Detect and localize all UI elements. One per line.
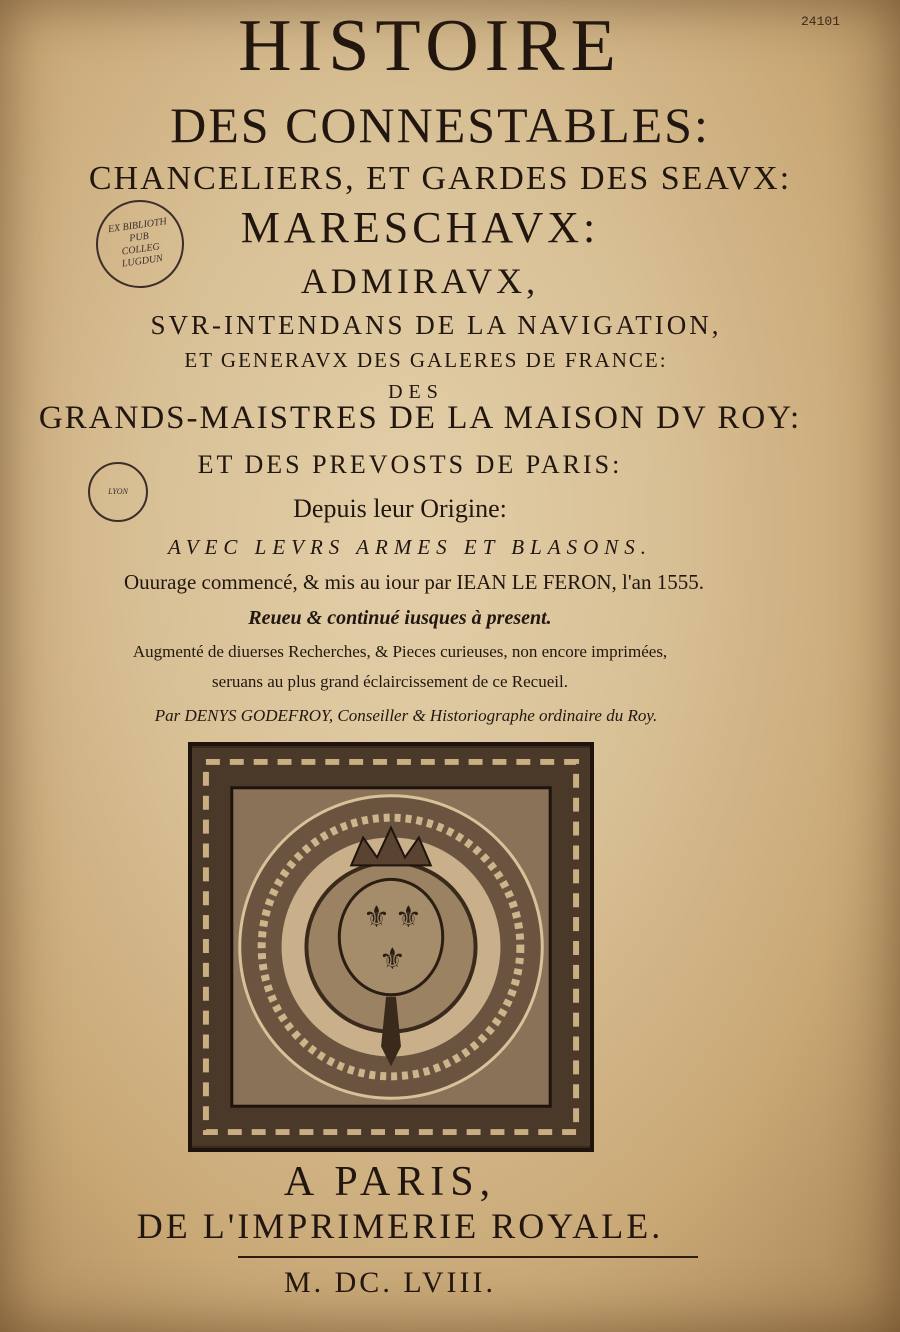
title-histoire: HISTOIRE <box>238 5 622 87</box>
title-seruans: seruans au plus grand éclaircissement de ce Recueil. <box>212 672 568 691</box>
title-des: DES <box>388 381 444 403</box>
title-admiraux: ADMIRAVX, <box>300 261 540 301</box>
svg-text:⚜: ⚜ <box>363 900 390 936</box>
title-mareschaux: MARESCHAVX: <box>240 203 600 252</box>
svg-text:⚜: ⚜ <box>394 900 422 936</box>
title-ouurage: Ouurage commencé, & mis au iour par IEAN LE FERON, l'an 1555. <box>124 570 704 594</box>
title-armes: AVEC LEVRS ARMES ET BLASONS. <box>167 535 653 559</box>
title-grands-maistres: GRANDS-MAISTRES DE LA MAISON DV ROY: <box>38 400 802 436</box>
title-prevosts: ET DES PREVOSTS DE PARIS: <box>197 450 623 479</box>
imprint-year: M. DC. LVIII. <box>283 1266 497 1299</box>
title-author: Par DENYS GODEFROY, Conseiller & Historiographe ordinaire du Roy. <box>154 706 658 725</box>
title-depuis: Depuis leur Origine: <box>293 494 507 523</box>
imprint-rule <box>238 1256 698 1258</box>
imprint-city: A PARIS, <box>283 1159 497 1205</box>
title-chanceliers: CHANCELIERS, ET GARDES DES SEAVX: <box>88 160 792 197</box>
title-generaux: ET GENERAVX DES GALERES DE FRANCE: <box>184 348 668 372</box>
city-stamp-text: LYON <box>108 487 128 496</box>
title-augmente: Augmenté de diuerses Recherches, & Pieces curieuses, non encore imprimées, <box>132 642 668 661</box>
title-reueu: Reueu & continué iusques à present. <box>248 607 552 629</box>
svg-text:⚜: ⚜ <box>379 941 406 977</box>
royal-arms-svg <box>192 746 590 1148</box>
imprint-printer: DE L'IMPRIMERIE ROYALE. <box>136 1206 664 1246</box>
shelf-mark: 24101 <box>800 14 840 29</box>
title-surintendans: SVR-INTENDANS DE LA NAVIGATION, <box>150 310 722 340</box>
royal-arms-engraving <box>188 742 594 1152</box>
title-connestables: DES CONNESTABLES: <box>170 97 710 153</box>
library-stamp-text: EX BIBLIOTH PUB COLLEG LUGDUN <box>107 216 168 270</box>
